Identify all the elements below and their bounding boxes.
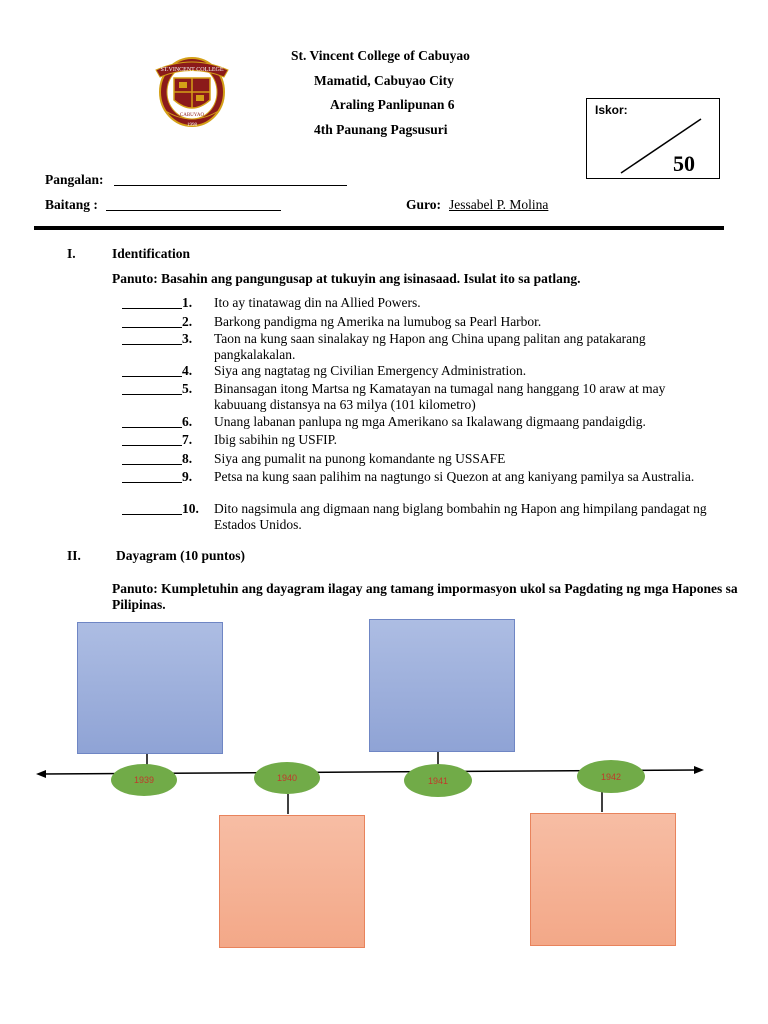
section-2-number: II. xyxy=(67,548,81,563)
question-number: 4. xyxy=(182,363,193,378)
school-logo xyxy=(150,50,234,130)
subject-title: Araling Panlipunan 6 xyxy=(330,97,455,112)
year-oval-1942: 1942 xyxy=(577,760,645,793)
year-oval-1939: 1939 xyxy=(111,764,177,796)
timeline-arrow-left xyxy=(36,770,46,778)
name-label: Pangalan: xyxy=(45,172,104,187)
exam-title: 4th Paunang Pagsusuri xyxy=(314,122,448,137)
grade-label: Baitang : xyxy=(45,197,98,212)
question-text: Siya ang pumalit na punong komandante ng USSAFE xyxy=(214,451,506,466)
header-divider xyxy=(34,226,724,230)
question-text: Binansagan itong Martsa ng Kamatayan na tumagal nang hanggang 10 araw at may kabuuang distansya na 63 milya (101 kilometro) xyxy=(214,381,666,412)
question-text: Taon na kung saan sinalakay ng Hapon ang China upang palitan ang patakarang pangkalakalan. xyxy=(214,331,646,362)
question-number: 8. xyxy=(182,451,193,466)
section-1-title: Identification xyxy=(112,246,191,261)
answer-blank[interactable] xyxy=(122,414,182,428)
section-2-title: Dayagram (10 puntos) xyxy=(116,548,246,563)
svg-text:ST.VINCENT COLLEGE: ST.VINCENT COLLEGE xyxy=(160,67,224,73)
question-text: Dito nagsimula ang digmaan nang biglang bombahin ng Hapon ang himpilang pandagat ng Estados Unidos. xyxy=(214,501,707,532)
question-number: 1. xyxy=(182,295,193,310)
answer-box-top[interactable] xyxy=(77,622,223,754)
question-number: 5. xyxy=(182,381,193,396)
answer-blank[interactable] xyxy=(122,381,182,395)
answer-blank[interactable] xyxy=(122,331,182,345)
question-number: 2. xyxy=(182,314,193,329)
question-number: 10. xyxy=(182,501,199,516)
school-name: St. Vincent College of Cabuyao xyxy=(291,48,470,63)
score-label: Iskor: xyxy=(595,103,628,117)
answer-blank[interactable] xyxy=(122,501,182,515)
svg-text:CABUYAO: CABUYAO xyxy=(179,113,205,118)
question-text: Ibig sabihin ng USFIP. xyxy=(214,432,338,447)
score-box xyxy=(586,98,720,179)
question-number: 7. xyxy=(182,432,193,447)
answer-box-bottom[interactable] xyxy=(530,813,676,946)
year-oval-1940: 1940 xyxy=(254,762,320,794)
question-text: Barkong pandigma ng Amerika na lumubog sa Pearl Harbor. xyxy=(214,314,542,329)
answer-blank[interactable] xyxy=(122,469,182,483)
score-max: 50 xyxy=(673,151,695,176)
question-number: 6. xyxy=(182,414,193,429)
answer-box-bottom[interactable] xyxy=(219,815,365,948)
grade-field[interactable] xyxy=(106,198,281,211)
school-address: Mamatid, Cabuyao City xyxy=(314,73,454,88)
section-1-instruction: Panuto: Basahin ang pangungusap at tukuyin ang isinasaad. Isulat ito sa patlang. xyxy=(112,271,581,286)
section-2-instruction: Panuto: Kumpletuhin ang dayagram ilagay ang tamang impormasyon ukol sa Pagdating ng mga Hapones sa Pilipinas. xyxy=(112,581,738,612)
name-field[interactable] xyxy=(114,173,347,186)
teacher-label: Guro: xyxy=(406,197,442,212)
answer-blank[interactable] xyxy=(122,432,182,446)
answer-blank[interactable] xyxy=(122,363,182,377)
question-text: Siya ang nagtatag ng Civilian Emergency Administration. xyxy=(214,363,527,378)
svg-text:1998: 1998 xyxy=(187,123,197,128)
year-oval-1941: 1941 xyxy=(404,764,472,797)
answer-blank[interactable] xyxy=(122,314,182,328)
teacher-name: Jessabel P. Molina xyxy=(449,197,549,212)
answer-blank[interactable] xyxy=(122,295,182,309)
question-number: 3. xyxy=(182,331,193,346)
question-text: Unang labanan panlupa ng mga Amerikano sa Ikalawang digmaang pandaigdig. xyxy=(214,414,646,429)
question-text: Ito ay tinatawag din na Allied Powers. xyxy=(214,295,421,310)
answer-box-top[interactable] xyxy=(369,619,515,752)
answer-blank[interactable] xyxy=(122,451,182,465)
section-1-number: I. xyxy=(67,246,76,261)
question-number: 9. xyxy=(182,469,193,484)
timeline-arrow-right xyxy=(694,766,704,774)
question-text: Petsa na kung saan palihim na nagtungo si Quezon at ang kaniyang pamilya sa Australia. xyxy=(214,469,695,484)
